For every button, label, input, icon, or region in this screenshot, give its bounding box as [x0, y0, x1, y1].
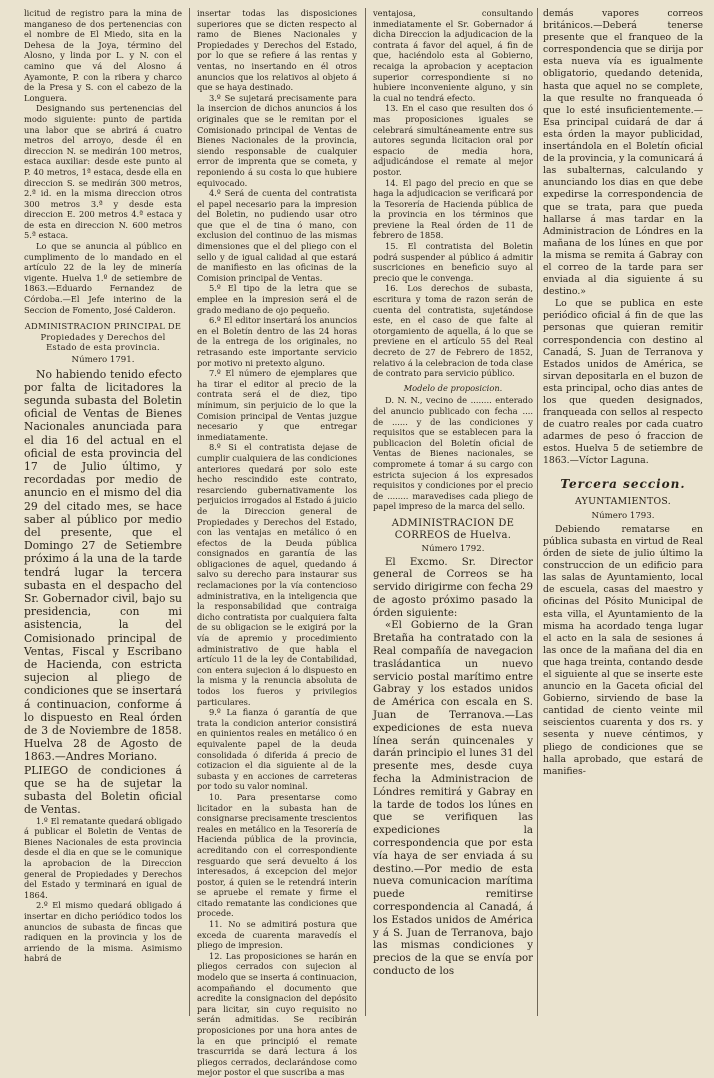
condition-9: 9.º La fianza ó garantía de que trata la condicion anterior consistirá en quinientos reales en metálico ó en equivalente papel de la deuda consolidada ó diferida á precio de cotizacion el dia siguiente al de la subasta y en acciones de carreteras por todo su valor nominal. — [197, 707, 357, 792]
notice-number-1793: Número 1793. — [591, 510, 655, 521]
condition-4: 4.º Será de cuenta del contratista el papel necesario para la impresion del Boletin, no pudiendo usar otro que que el de tina ó mano, con exclusion del continuo de las mismas dimensiones que el del pliego con el sello y de igual calidad al que estará de manifiesto en las oficinas de la Comision principal de Ventas. — [197, 188, 357, 283]
condition-12: 12. Las proposiciones se harán en pliegos cerrados con sujecion al modelo que se inserta á continuacion, acompañando el documento que acredite la consignacion del depósito para licitar, sin cuyo requisito no serán admitidas. Se recibirán proposiciones por una hora antes de la en que principió el remate trascurrida se dará lectura á los pliegos cerrados, declarándose como mejor postor el que suscriba a mas — [197, 950, 357, 1078]
condition-7: 7.º El número de ejemplares que ha tirar el editor al precio de la contrata será el de diez, tipo mínimum, sin perjuicio de lo que la Comision principal de Ventas juzgue necesario y que entregar inmediatamente. — [197, 368, 357, 442]
correos-heading: ADMINISTRACION DE CORREOS de Huelva. — [391, 517, 515, 541]
mine-notice-continuation: licitud de registro para la mina de manganeso de dos pertenencias con el nombre de El Miedo, sita en la Dehesa de la Joya, término del Alosno, y linda por L. y N. con el camino que vá del Alosno á Ayamonte, P. con la ribera y charco de la Presa y S. con el cabezo de la Longuera. — [24, 8, 182, 103]
notice-number-1792: Número 1792. — [421, 543, 485, 554]
condition-14: 14. El pago del precio en que se haga la adjudicacion se verificará por la Tesorería de Hacienda pública de la provincia en los términos que previene la Real órden de 11 de febrero de 1858. — [373, 177, 533, 241]
correos-intro: El Excmo. Sr. Director general de Correos se ha servido dirigirme con fecha 29 de agosto próximo pasado la órden siguiente: — [373, 556, 533, 619]
condition-10: 10. Para presentarse como licitador en la subasta han de consignarse precisamente trescientos reales en metálico en la Tesorería de Hacienda pública de la provincia, acreditando con el correspondiente resguardo que será devuelto á los interesados, á excepcion del mejor postor, á quien se le retendrá interin se apruebe el remate y firme el citado rematante las condiciones que procede. — [197, 791, 357, 919]
modelo-heading: Modelo de proposicion. — [403, 382, 503, 393]
condition-5: 5.º El tipo de la letra que se emplee en la impresion será el de grado mediano de ojo pequeño. — [197, 283, 357, 315]
ayuntamiento-subasta: Debiendo rematarse en pública subasta en virtud de Real órden de siete de julio último la construccion de un edificio para las salas de Ayuntamiento, local de escuela, casas del maestro y oficinas del Pósito Municipal de esta villa, el Ayuntamiento de la misma ha acordado tenga lugar el acto en la sala de sesiones á las once de la mañana del dia en que haga treinta, contando desde el siguiente al que se inserte este anuncio en la Gaceta oficial del Gobierno, sirviendo de base la cantidad de ciento veinte mil seiscientos cuarenta y dos rs. y sesenta y nueve céntimos, y pliego de condiciones que se halla aprobado, que estará de manifies- — [543, 523, 703, 777]
correos-publication: Lo que se publica en este periódico oficial á fin de que las personas que quieran remitir correspondencia con destino al Canadá, S. Juan de Terranova y Estados unidos de América, se sirvan depositarla en el buzon de esta principal, ocho dias antes de los que queden designados, franqueada con sellos al respecto de cuatro reales por cada cuatro adarmes de peso ó fraccion de estos. Huelva 5 de setiembre de 1863.—Víctor Laguna. — [543, 298, 703, 467]
column-divider — [189, 8, 190, 1016]
condition-15: 15. El contratista del Boletin podrá suspender al público á admitir suscriciones en beneficio suyo al precio que le convenga. — [373, 241, 533, 283]
mine-publication-paragraph: Lo que se anuncia al público en cumplimento de lo mandado en el artículo 22 de la ley de minería vigente. Huelva 1.º de setiembre de 1863.—Eduardo Fernandez de Córdoba.—El Jefe interino de la Seccion de Fomento, José Calderon. — [24, 241, 182, 315]
column-divider — [365, 8, 366, 1016]
condition-8: 8.º Si el contratista dejase de cumplir cualquiera de las condiciones anteriores quedará por solo este hecho rescindido este contrato, resarciendo gubernativamente los perjuicios irrogados al Estado á juicio de la Direccion general de Propiedades y Derechos del Estado, con las ventajas en metálico ó en efectos de la Deuda pública consignados en garantía de las obligaciones de aquel, quedando á salvo su derecho para instaurar sus reclamaciones por la vía contencioso administrativa, en la inteligencia que la responsabilidad que contraiga dicho contratista por cualquiera falta de su obligacion se le exigirá por la vía de apremio y procedimiento administrativo de que habla el artículo 11 de la ley de Contabilidad, con entera sujecion á lo dispuesto en la misma y la renuncia absoluta de todos los fueros y privilegios particulares. — [197, 442, 357, 707]
condition-2: 2.º El mismo quedará obligado á insertar en dicho periódico todos los anuncios de subasta de fincas que radiquen en la provincia y los de arriendo de la misma. Asimismo habrá de — [24, 900, 182, 964]
correos-order-continuation: demás vapores correos británicos.—Deberá tenerse presente que el franqueo de la correspondencia que se dirija por esta nueva vía es igualmente obligatorio, quedando detenida, hasta que aquel no se complete, la que resulte no franqueada ó que lo esté insuficientemente.—Esa principal cuidará de dar á esta órden la mayor publicidad, insertándola en el Boletín oficial de la provincia, y la comunicará á las subalternas, calculando y anunciando los dias en que debe expedirse la correspondencia de que se trata, para que pueda hallarse á mas tardar en la Administracion de Lóndres en la mañana de los lúnes en que por la misma se remita á Gabray con el correo de la tarde para ser enviada al dia siguiente á su destino.» — [543, 8, 703, 298]
column-2 — [197, 8, 357, 1078]
column-3 — [373, 8, 533, 1016]
condition-3: 3.º Se sujetará precisamente para la insercion de dichos anuncios á los originales que se le remitan por el Comisionado principal de Ventas de Bienes Nacionales de la provincia, siendo responsable de cualquier error de imprenta que se cometa, y reponiendo á su costa lo que hubiere equivocado. — [197, 92, 357, 188]
condition-13: 13. En el caso que resulten dos ó mas proposiciones iguales se celebrará simultáneamente entre sus autores segunda licitacion oral por espacio de media hora, adjudicándose el remate al mejor postor. — [373, 103, 533, 177]
condition-12-continuation: ventajosa, consultando inmediatamente el Sr. Gobernador á dicha Direccion la adjudicacion de la contrata á favor del aquel, á fin de que, haciéndolo esta al Gobierno, recaiga la aprobacion y aceptacion superior correspondiente si no hubiere inconveniente alguno, y sin la cual no tendrá efecto. — [373, 8, 533, 103]
subasta-announcement: No habiendo tenido efecto por falta de licitadores la segunda subasta del Boletin oficial de Ventas de Bienes Nacionales anunciada para el dia 16 del actual en el oficial de esta provincia del 17 de Julio último, y recordadas por medio de anuncio en el mismo del dia 29 del citado mes, se hace saber al público por medio del presente, que el Domingo 27 de Setiembre próximo á la una de la tarde tendrá lugar la tercera subasta en el despacho del Sr. Gobernador civil, bajo su presidencia, con mi asistencia, la del Comisionado principal de Ventas, Fiscal y Escribano de Hacienda, con estricta sujecion al pliego de condiciones que se insertará á continuacion, conforme á lo dispuesto en Real órden de 3 de Noviembre de 1858. Huelva 28 de Agosto de 1863.—Andres Moriano. — [24, 367, 182, 764]
condition-6: 6.º El editor insertará los anuncios en el Boletín dentro de las 24 horas de la entrega de los originales, no retrasando este importante servicio por motivo ni pretexto alguno. — [197, 315, 357, 368]
correos-order: «El Gobierno de la Gran Bretaña ha contratado con la Real compañía de navegacion trasládantica un nuevo servicio postal marítimo entre Gabray y los estados unidos de América con escala en S. Juan de Terranova.—Las expediciones de esta nueva línea serán quincenales y darán principio el lunes 31 del presente mes, desde cuya fecha la Administracion de Lóndres remitirá y Gabray en la tarde de todos los lúnes en que se verifiquen las expediciones la correspondencia que por esta vía haya de ser enviada á su destino.—Por medio de esta nueva comunicacion marítima puede remitirse correspondencia al Canadá, á los Estados unidos de América y á S. Juan de Terranova, bajo las mismas condiciones y precios de la que se envía por conducto de los — [373, 620, 533, 977]
pliego-heading: PLIEGO de condiciones á que se ha de sujetar la subasta del Boletin oficial de Ventas. — [24, 763, 182, 816]
notice-number-1791: Número 1791. — [71, 355, 135, 365]
tercera-seccion-heading: Tercera seccion. — [560, 476, 686, 491]
condition-1: 1.º El rematante quedará obligado á publicar el Boletin de Ventas de Bienes Nacionales de esta provincia desde el dia en que se le comunique la aprobacion de la Direccion general de Propiedades y Derechos del Estado y terminará en igual de 1864. — [24, 815, 182, 900]
column-divider — [537, 8, 538, 1016]
condition-16: 16. Los derechos de subasta, escritura y toma de razon serán de cuenta del contratista, sujetándose este, en el caso de que falte al otorgamiento de aquella, á lo que se previene en el artículo 55 del Real decreto de 27 de Febrero de 1852, relativo á la celebracion de toda clase de contrato para servicio público. — [373, 283, 533, 379]
column-4 — [543, 8, 703, 1016]
condition-2-continuation: insertar todas las disposiciones superiores que se dicten respecto al ramo de Bienes Nacionales y Propiedades y Derechos del Estado, por lo que se refiere á las rentas y ventas, no insertando en él otros anuncios que los relativos al objeto á que se haya destinado. — [197, 8, 357, 93]
condition-11: 11. No se admitirá postura que exceda de cuarenta maravedís el pliego de impresion. — [197, 919, 357, 951]
column-1 — [24, 8, 182, 1016]
propiedades-heading: ADMINISTRACION PRINCIPAL DE Propiedades y Derechos del Estado de esta provincia. — [24, 321, 182, 353]
ayuntamientos-heading: AYUNTAMIENTOS. — [575, 495, 671, 507]
mine-boundaries-paragraph: Designando sus pertenencias del modo siguiente: punto de partida una labor que se abrirá á cuatro metros del arroyo, desde él en direccion N. se medirán 100 metros, estaca auxiliar: desde este punto al P. 40 metros, 1ª estaca, desde ella en direccion S. se medirán 300 metros, 2.ª id. en la misma direccion otros 300 metros 3.ª y desde esta direccion E. 200 metros 4.ª estaca y de esta en direccion N. 600 metros 5.ª estaca. — [24, 103, 182, 241]
modelo-text: D. N. N., vecino de ........ enterado del anuncio publicado con fecha .... de ...... y de las condiciones y requisitos que se establecen para la publicacion del Boletín oficial de Ventas de Bienes nacionales, se compromete á tomar á su cargo con estricta sujecion á los expresados requisitos y condiciones por el precio de ........ maravedises cada pliego de papel impreso de la marca del sello. — [373, 395, 533, 512]
